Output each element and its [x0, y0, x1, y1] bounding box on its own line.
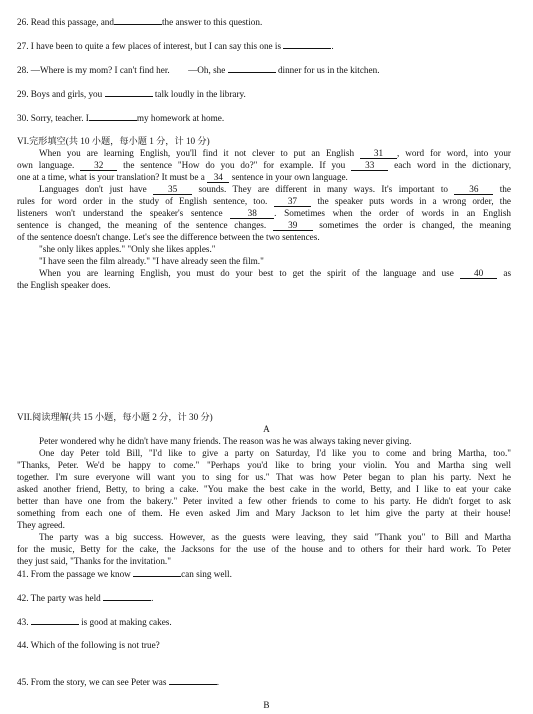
passage-line: the English speaker does. [17, 280, 111, 290]
passage-line: of the sentence doesn't change. Let's see the difference between the two sentences. [17, 232, 320, 242]
passage-b-label: B [263, 700, 270, 710]
section-6-heading: VI.完形填空(共 10 小题，每小题 1 分，计 10 分) [17, 136, 210, 146]
passage-line: When you are learning English, you'll find it not clever to put an English 31 , word for word, into your [39, 148, 511, 158]
question-29-stem: 29. Boys and girls, you talk loudly in the library. [17, 89, 246, 99]
passage-line: They agreed. [17, 520, 65, 530]
question-41-stem: 41. From the passage we know can sing well. [17, 569, 232, 579]
question-44-stem: 44. Which of the following is not true? [17, 640, 160, 650]
passage-line: they just said, "Thanks for the invitation." [17, 556, 171, 566]
passage-line: "Thanks, Peter. We'd be happy to come." "Perhaps you'd like to bring your violin. You and Martha sing well [17, 460, 511, 470]
question-45-stem: 45. From the story, we can see Peter was . [17, 677, 220, 687]
passage-line: together. I'm sure everyone will want you to sing for us." That was how Peter began to plan his party. Next he [17, 472, 511, 482]
passage-line: own language. 32 the sentence "How do you do?" for example. If you 33 each word in the dictionary, [17, 160, 511, 170]
example-sentence: "she only likes apples." "Only she likes apples." [39, 244, 216, 254]
passage-line: When you are learning English, you must do your best to get the spirit of the language and use 40 as [39, 268, 511, 278]
passage-line: One day Peter told Bill, "I'd like to give a party on Saturday, I'd like you to come and bring Martha, too." [39, 448, 511, 458]
question-42-stem: 42. The party was held . [17, 593, 154, 603]
passage-line: Peter wondered why he didn't have many friends. The reason was he was always taking never giving. [39, 436, 412, 446]
passage-line: better than have one from the bakery." Peter invited a few other friends to come to his party. He didn't forget to ask [17, 496, 511, 506]
passage-line: something from each one of them. He even asked Jim and Mary Jackson to let him give the party at their house! [17, 508, 511, 518]
question-30-stem: 30. Sorry, teacher. I my homework at home. [17, 113, 225, 123]
passage-line: sentence is changed, the meaning of the sentence changes. 39 sometimes the order is changed, the meaning [17, 220, 511, 230]
passage-line: listeners won't understand the speaker's sentence 38 . Sometimes when the order of words in an English [17, 208, 511, 218]
passage-line: Languages don't just have 35 sounds. They are different in many ways. It's important to 36 the [39, 184, 511, 194]
passage-line: for the music, Betty for the cake, the Jacksons for the use of the house and to others for their hard work. To Peter [17, 544, 511, 554]
passage-line: The party was a big success. However, as the guests were leaving, they said "Thank you" to Bill and Martha [39, 532, 511, 542]
passage-line: asked another friend, Betty, to bring a cake. "You make the best cake in the world, Betty, and I like to eat your cake [17, 484, 511, 494]
passage-a-label: A [263, 424, 270, 434]
question-27-stem: 27. I have been to quite a few places of interest, but I can say this one is . [17, 41, 334, 51]
passage-line: rules for word order in the study of English sentence, too. 37 the speaker puts words in a wrong order, the [17, 196, 511, 206]
question-26-stem: 26. Read this passage, and the answer to this question. [17, 17, 263, 27]
question-43-stem: 43. is good at making cakes. [17, 617, 172, 627]
passage-line: one at a time, what is your translation? It must be a 34 sentence in your own language. [17, 172, 348, 182]
section-7-heading: VII.阅读理解(共 15 小题，每小题 2 分，计 30 分) [17, 412, 213, 422]
question-28-stem: 28. —Where is my mom? I can't find her. —Oh, she dinner for us in the kitchen. [17, 65, 380, 75]
example-sentence: "I have seen the film already." "I have already seen the film." [39, 256, 264, 266]
